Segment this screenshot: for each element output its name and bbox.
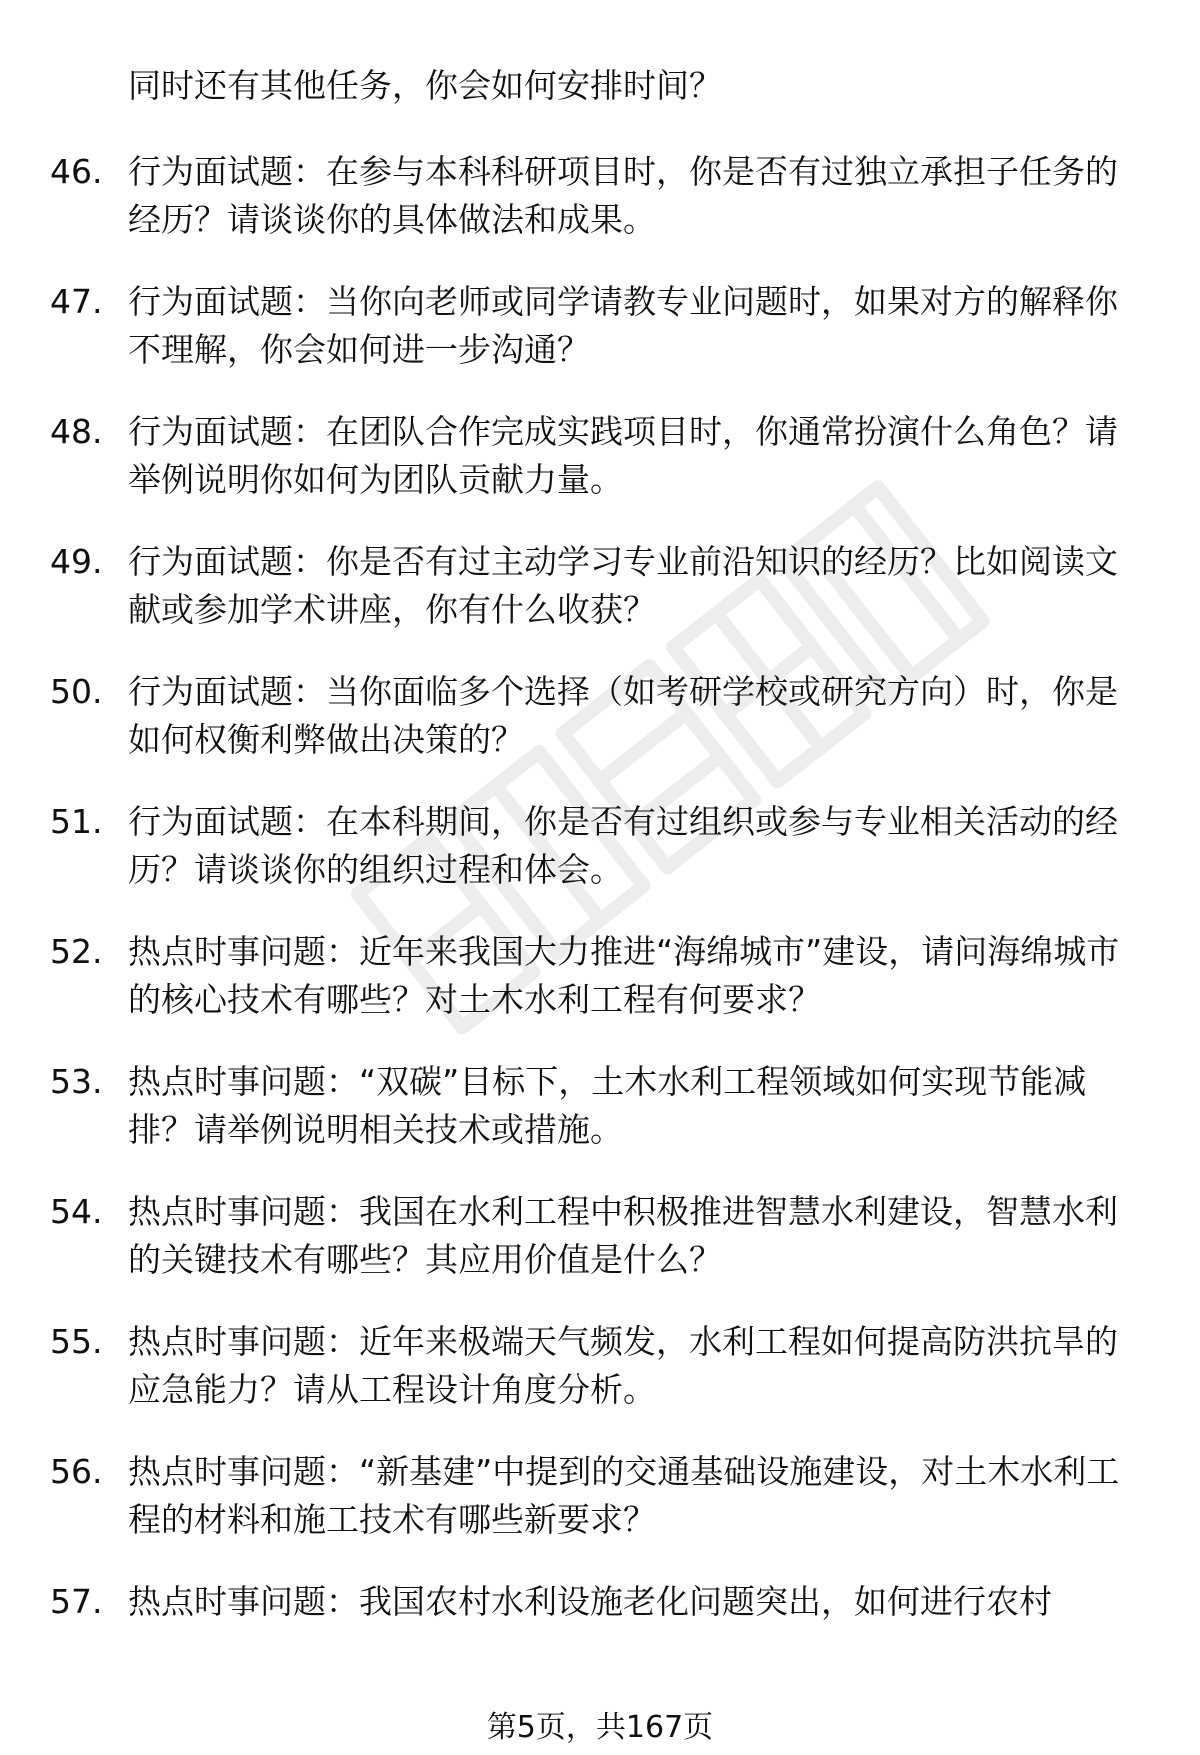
question-item [0,668,1200,798]
question-number: 49. [50,542,103,581]
question-number: 56. [50,1452,103,1491]
question-item [0,1448,1200,1578]
question-item [0,1318,1200,1448]
question-text: 热点时事问题：我国农村水利设施老化问题突出，如何进行农村 [128,1582,1052,1621]
question-number: 57. [50,1582,103,1621]
question-list [0,148,1200,1708]
question-item [0,928,1200,1058]
continuation-text: 同时还有其他任务，你会如何安排时间？ [128,66,722,105]
page-footer: 第5页，共167页 [486,1710,714,1745]
question-text: 热点时事问题：近年来我国大力推进“海绵城市”建设，请问海绵城市的核心技术有哪些？对土木水利工程有何要求？ [128,932,1120,1019]
question-number: 46. [50,152,103,191]
question-item [0,798,1200,928]
question-item [0,408,1200,538]
question-number: 52. [50,932,103,971]
question-text: 热点时事问题：近年来极端天气频发，水利工程如何提高防洪抗旱的应急能力？请从工程设计角度分析。 [128,1322,1118,1409]
question-item [0,1578,1200,1708]
question-number: 55. [50,1322,103,1361]
question-text: 行为面试题：在团队合作完成实践项目时，你通常扮演什么角色？请举例说明你如何为团队贡献力量。 [128,412,1118,499]
question-text: 行为面试题：你是否有过主动学习专业前沿知识的经历？比如阅读文献或参加学术讲座，你有什么收获？ [128,542,1118,629]
question-number: 47. [50,282,103,321]
question-text: 行为面试题：当你面临多个选择（如考研学校或研究方向）时，你是如何权衡利弊做出决策的？ [128,672,1118,759]
question-number: 50. [50,672,103,711]
question-item [0,1058,1200,1188]
question-number: 51. [50,802,103,841]
question-number: 54. [50,1192,103,1231]
question-item [0,278,1200,408]
question-text: 热点时事问题：我国在水利工程中积极推进智慧水利建设，智慧水利的关键技术有哪些？其应用价值是什么？ [128,1192,1118,1279]
question-item [0,1188,1200,1318]
question-number: 53. [50,1062,103,1101]
question-text: 热点时事问题：“双碳”目标下，土木水利工程领域如何实现节能减排？请举例说明相关技术或措施。 [128,1062,1087,1149]
question-text: 热点时事问题：“新基建”中提到的交通基础设施建设，对土木水利工程的材料和施工技术有哪些新要求？ [128,1452,1120,1539]
question-number: 48. [50,412,103,451]
question-text: 行为面试题：当你向老师或同学请教专业问题时，如果对方的解释你不理解，你会如何进一步沟通？ [128,282,1118,369]
question-text: 行为面试题：在参与本科科研项目时，你是否有过独立承担子任务的经历？请谈谈你的具体做法和成果。 [128,152,1118,239]
question-item [0,148,1200,278]
question-item [0,538,1200,668]
question-text: 行为面试题：在本科期间，你是否有过组织或参与专业相关活动的经历？请谈谈你的组织过程和体会。 [128,802,1118,889]
